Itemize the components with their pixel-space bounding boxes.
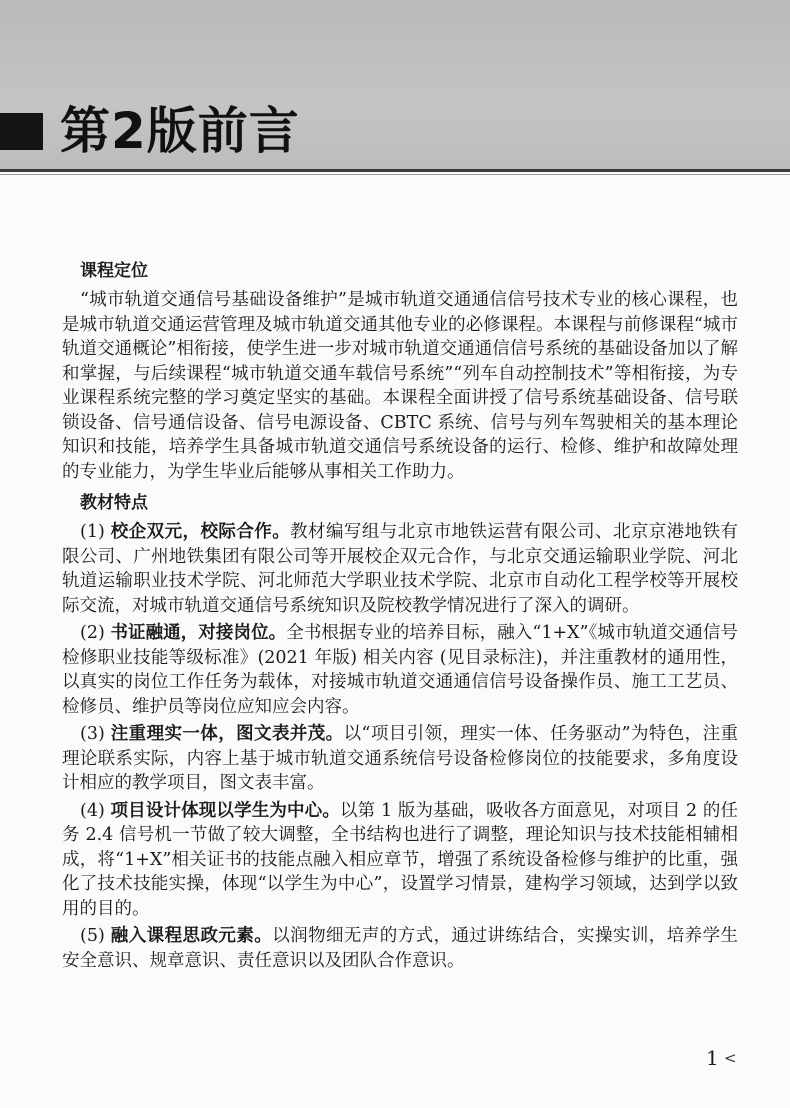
- section-heading-textbook-features: 教材特点: [80, 493, 148, 513]
- feature-item-4: [62, 799, 738, 922]
- item-lead: 注重理实一体，图文表并茂。: [110, 724, 344, 744]
- feature-item-1: [62, 520, 738, 618]
- page-title: 第2版前言: [60, 102, 300, 160]
- page-number: 1: [706, 1046, 719, 1070]
- paragraph-text: “城市轨道交通信号基础设备维护”是城市轨道交通通信信号技术专业的核心课程，也是城市轨道交通运营管理及城市轨道交通其他专业的必修课程。本课程与前修课程“城市轨道交通概论”相衔接，使学生进一步对城市轨道交通通信信号系统的基础设备加以了解和掌握，与后续课程“城市轨道交通车载信号系统”“列车自动控制技术”等相衔接，为专业课程系统完整的学习奠定坚实的基础。本课程全面讲授了信号系统基础设备、信号联锁设备、信号通信设备、信号电源设备、CBTC 系统、信号与列车驾驶相关的基本理论知识和技能，培养学生具备城市轨道交通信号系统设备的运行、检修、维护和故障处理的专业能力，为学生毕业后能够从事相关工作助力。: [62, 290, 738, 482]
- section-heading-course-position: 课程定位: [80, 261, 148, 281]
- page-marker-icon: <: [724, 1049, 737, 1067]
- header-divider-thin: [0, 174, 790, 175]
- item-number: (3): [80, 724, 111, 744]
- item-lead: 融入课程思政元素。: [110, 926, 273, 946]
- item-lead: 项目设计体现以学生为中心。: [110, 800, 340, 821]
- feature-item-5: [62, 924, 738, 973]
- item-text: 全书根据专业的培养目标，融入“1+X”《城市轨道交通信号检修职业技能等级标准》(2021 年版) 相关内容 (见目录标注)，并注重教材的通用性，以真实的岗位工作任务为载体，对接城市轨道交通通信信号设备操作员、施工工艺员、检修员、维护员等岗位应知应会内容。: [62, 623, 738, 717]
- item-number: (4): [80, 800, 111, 821]
- header-divider: [0, 169, 790, 172]
- item-lead: 校企双元，校际合作。: [110, 522, 291, 542]
- item-text: 以润物细无声的方式，通过讲练结合，实操实训，培养学生安全意识、规章意识、责任意识以及团队合作意识。: [62, 926, 739, 971]
- course-position-paragraph: [62, 288, 738, 484]
- item-number: (2): [80, 623, 111, 643]
- feature-item-2: [62, 621, 738, 719]
- item-number: (5): [80, 926, 111, 946]
- item-number: (1): [80, 522, 111, 542]
- item-text: 以第 1 版为基础，吸收各方面意见，对项目 2 的任务 2.4 信号机一节做了较大调整，全书结构也进行了调整，理论知识与技术技能相辅相成，将“1+X”相关证书的技能点融入相应章节，增强了系统设备检修与维护的比重，强化了技术技能实操，体现“以学生为中心”，设置学习情景，建构学习领域，达到学以致用的目的。: [62, 800, 739, 919]
- item-lead: 书证融通，对接岗位。: [110, 623, 287, 643]
- feature-item-3: [62, 722, 738, 796]
- title-marker-block: [0, 113, 43, 150]
- item-text: 教材编写组与北京市地铁运营有限公司、北京京港地铁有限公司、广州地铁集团有限公司等开展校企双元合作，与北京交通运输职业学院、河北轨道运输职业技术学院、河北师范大学职业技术学院、北京市自动化工程学校等开展校际交流，对城市轨道交通信号系统知识及院校教学情况进行了深入的调研。: [62, 522, 739, 616]
- item-text: 以“项目引领，理实一体、任务驱动”为特色，注重理论联系实际，内容上基于城市轨道交通系统信号设备检修岗位的技能要求，多角度设计相应的教学项目，图文表丰富。: [62, 724, 738, 793]
- preface-body: [62, 258, 738, 976]
